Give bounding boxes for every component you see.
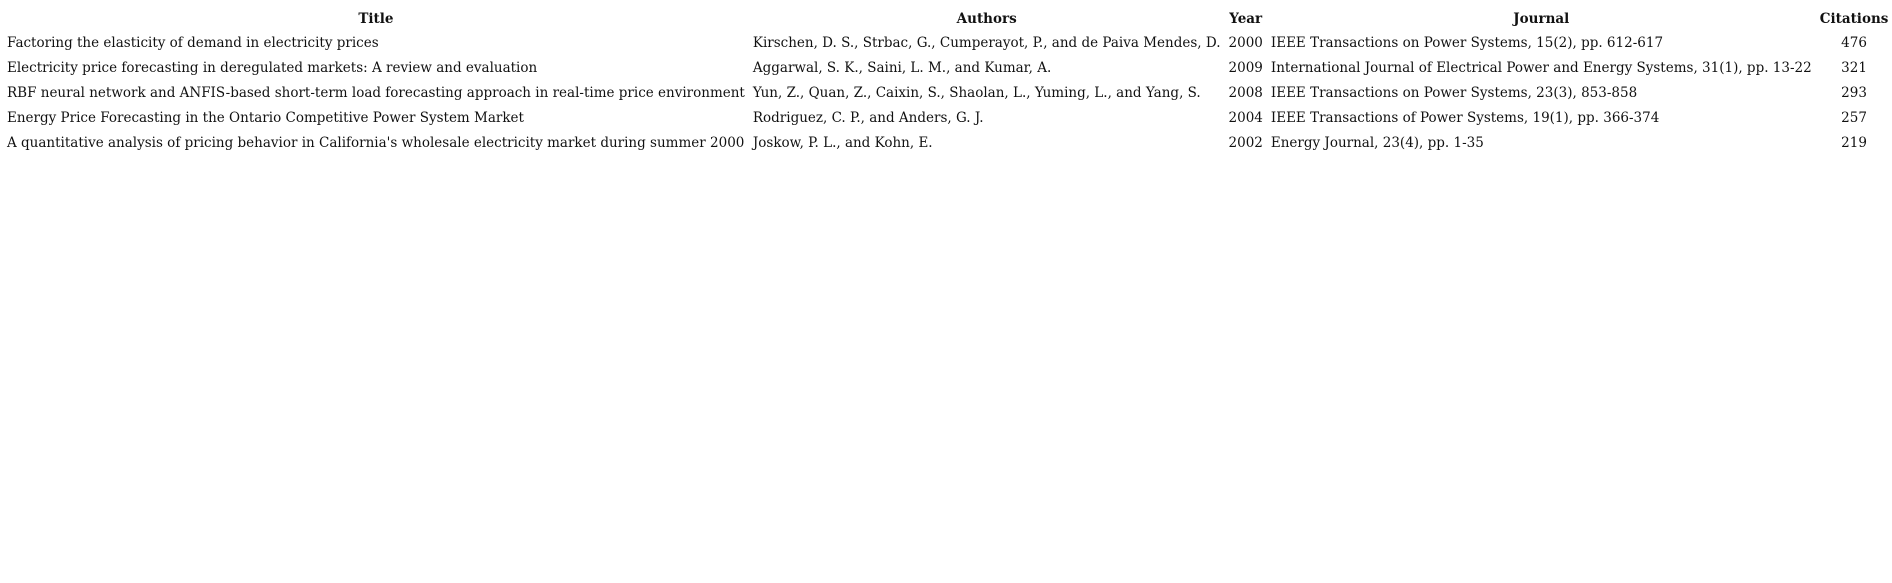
table-row xyxy=(6,131,1892,156)
cell-title: A quantitative analysis of pricing behavior in California's wholesale electricity market during summer 2000 xyxy=(7,135,745,151)
header-row xyxy=(6,7,1892,31)
header-journal: Journal xyxy=(1513,10,1570,27)
cell-year: 2008 xyxy=(1228,85,1263,101)
cell-citations: 321 xyxy=(1841,60,1867,76)
cell-year: 2009 xyxy=(1228,60,1263,76)
cell-authors: Joskow, P. L., and Kohn, E. xyxy=(752,135,933,151)
cell-authors: Yun, Z., Quan, Z., Caixin, S., Shaolan, L., Yuming, L., and Yang, S. xyxy=(752,85,1201,101)
table-body xyxy=(6,31,1892,156)
header-title: Title xyxy=(358,10,394,27)
table-header xyxy=(6,7,1892,31)
table-row xyxy=(6,81,1892,106)
cell-journal: Energy Journal, 23(4), pp. 1-35 xyxy=(1270,135,1484,151)
cell-citations: 476 xyxy=(1841,35,1867,51)
cell-year: 2000 xyxy=(1228,35,1263,51)
table-row xyxy=(6,106,1892,131)
cell-journal: IEEE Transactions on Power Systems, 15(2), pp. 612-617 xyxy=(1270,35,1664,51)
cell-journal: IEEE Transactions of Power Systems, 19(1), pp. 366-374 xyxy=(1270,110,1660,126)
header-citations: Citations xyxy=(1819,10,1889,27)
cell-journal: International Journal of Electrical Power and Energy Systems, 31(1), pp. 13-22 xyxy=(1270,60,1812,76)
table-row xyxy=(6,56,1892,81)
cell-authors: Rodriguez, C. P., and Anders, G. J. xyxy=(752,110,984,126)
cell-title: Factoring the elasticity of demand in electricity prices xyxy=(7,35,379,51)
cell-citations: 219 xyxy=(1841,135,1867,151)
header-authors: Authors xyxy=(956,10,1017,27)
cell-citations: 257 xyxy=(1841,110,1867,126)
cell-title: RBF neural network and ANFIS-based short-term load forecasting approach in real-time price environment xyxy=(7,85,745,101)
citations-table xyxy=(6,7,1892,156)
header-year: Year xyxy=(1229,10,1263,27)
citations-table-container xyxy=(6,7,1892,156)
table-row xyxy=(6,31,1892,56)
cell-authors: Aggarwal, S. K., Saini, L. M., and Kumar, A. xyxy=(752,60,1052,76)
cell-year: 2004 xyxy=(1228,110,1263,126)
cell-citations: 293 xyxy=(1841,85,1867,101)
cell-journal: IEEE Transactions on Power Systems, 23(3), 853-858 xyxy=(1270,85,1638,101)
cell-year: 2002 xyxy=(1228,135,1263,151)
cell-title: Electricity price forecasting in deregulated markets: A review and evaluation xyxy=(7,60,538,76)
cell-authors: Kirschen, D. S., Strbac, G., Cumperayot, P., and de Paiva Mendes, D. xyxy=(752,35,1221,51)
cell-title: Energy Price Forecasting in the Ontario Competitive Power System Market xyxy=(7,110,524,126)
